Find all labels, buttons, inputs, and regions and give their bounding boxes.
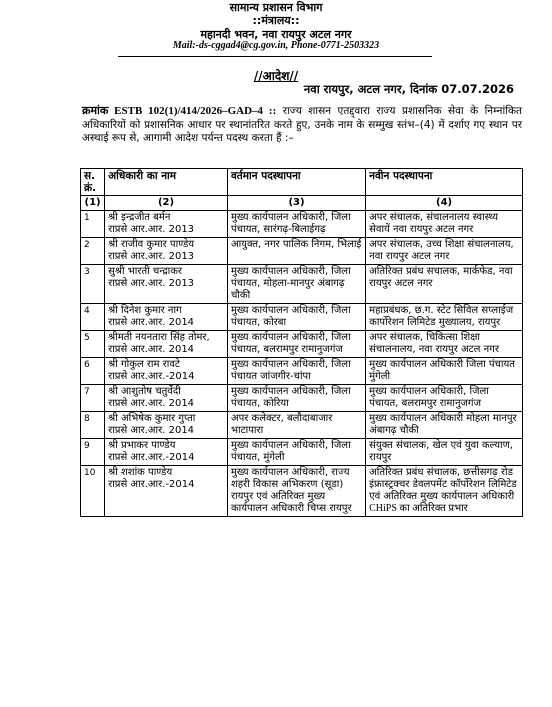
current-posting: अपर कलेक्टर, बलौदाबाजार भाटापारा bbox=[227, 412, 365, 439]
contact-line: Mail:-ds-cggad4@cg.gov.in, Phone-0771-2503323 bbox=[172, 40, 380, 51]
officer-cell bbox=[105, 358, 228, 385]
current-posting: मुख्य कार्यपालन अधिकारी, जिला पंचायत, मुंगेली bbox=[227, 439, 365, 466]
serial-number: 1 bbox=[81, 211, 105, 238]
new-posting bbox=[366, 304, 523, 331]
department-name: सामान्य प्रशासन विभाग bbox=[229, 1, 323, 14]
officer-cell bbox=[105, 466, 228, 517]
order-paragraph bbox=[82, 105, 522, 146]
current-posting: मुख्य कार्यपालन अधिकारी, जिला पंचायत, मोहला-मानपुर अंबागढ़ चौकी bbox=[227, 265, 365, 304]
ministry-label: ::मंत्रालय:: bbox=[252, 14, 300, 27]
officer-cell bbox=[105, 304, 228, 331]
officer-name: श्रीमती नयनतारा सिंह तोमर, bbox=[108, 332, 210, 343]
officer-name: श्री इन्द्रजीत बर्मन bbox=[108, 212, 171, 223]
new-posting-text: अपर संचालक, संचालनालय स्वास्थ्य सेवायें नवा रायपुर अटल नगर bbox=[369, 212, 499, 235]
serial-number: 2 bbox=[81, 238, 105, 265]
new-posting bbox=[366, 439, 523, 466]
table-header-row bbox=[81, 169, 523, 196]
officer-service: राप्रसे आर.आर. 2013 bbox=[108, 251, 195, 262]
officer-service: राप्रसे आर.आर.-2014 bbox=[108, 371, 195, 382]
new-posting-text: अपर संचालक, उच्च शिक्षा संचालनालय, नवा रायपुर अटल नगर bbox=[369, 239, 514, 262]
serial-number: 8 bbox=[81, 412, 105, 439]
new-posting-text: अपर संचालक, चिकित्सा शिक्षा संचालनालय, नवा रायपुर अटल नगर bbox=[369, 332, 499, 355]
officer-service: राप्रसे आर.आर.-2014 bbox=[108, 479, 195, 490]
table-row bbox=[81, 331, 523, 358]
place-date: नवा रायपुर, अटल नगर, दिनांक 07.07.2026 bbox=[303, 82, 514, 96]
officer-cell bbox=[105, 439, 228, 466]
officer-cell bbox=[105, 331, 228, 358]
table-row bbox=[81, 304, 523, 331]
new-posting-text: मुख्य कार्यपालन अधिकारी, जिला पंचायत, बलरामपुर रामानुजगंज bbox=[369, 386, 489, 409]
serial-number: 4 bbox=[81, 304, 105, 331]
table-row bbox=[81, 412, 523, 439]
table-row bbox=[81, 211, 523, 238]
serial-number: 9 bbox=[81, 439, 105, 466]
officer-service: राप्रसे आर.आर. 2013 bbox=[108, 224, 195, 235]
col-number: (4) bbox=[366, 196, 523, 211]
officer-service: राप्रसे आर.आर. 2014 bbox=[108, 425, 195, 436]
officer-name: सुश्री भारती चन्द्राकर bbox=[108, 266, 183, 277]
officer-name: श्री प्रभाकर पाण्डेय bbox=[108, 440, 176, 451]
serial-number: 6 bbox=[81, 358, 105, 385]
header-divider bbox=[118, 56, 432, 57]
new-posting bbox=[366, 412, 523, 439]
current-posting: मुख्य कार्यपालन अधिकारी, जिला पंचायत, कोरबा bbox=[227, 304, 365, 331]
table-row bbox=[81, 466, 523, 517]
current-posting: मुख्य कार्यपालन अधिकारी, जिला पंचायत, सारंगढ़-बिलाईगढ़ bbox=[227, 211, 365, 238]
officer-service: राप्रसे आर.आर. 2013 bbox=[108, 278, 195, 289]
new-posting-text: संयुक्त संचालक, खेल एवं युवा कल्याण, रायपुर bbox=[369, 440, 514, 463]
new-posting bbox=[366, 331, 523, 358]
table-row bbox=[81, 358, 523, 385]
current-posting: मुख्य कार्यपालन अधिकारी, जिला पंचायत, बलरामपुर रामानुजगंज bbox=[227, 331, 365, 358]
col-header-sn: स. क्रं. bbox=[81, 169, 105, 196]
new-posting bbox=[366, 265, 523, 304]
officer-name: श्री दिनेश कुमार नाग bbox=[108, 305, 182, 316]
new-posting-text: महाप्रबंधक, छ.ग. स्टेट सिविल सप्लाईज कार्पोरेशन लिमिटेड मुख्यालय, रायपुर bbox=[369, 305, 514, 328]
current-posting: मुख्य कार्यपालन अधिकारी, जिला पंचायत, कोरिया bbox=[227, 385, 365, 412]
officer-cell bbox=[105, 211, 228, 238]
officer-service: राप्रसे आर.आर. 2014 bbox=[108, 344, 195, 355]
col-number: (2) bbox=[105, 196, 228, 211]
table-row bbox=[81, 238, 523, 265]
new-posting bbox=[366, 358, 523, 385]
new-posting bbox=[366, 211, 523, 238]
table-row bbox=[81, 265, 523, 304]
col-number: (1) bbox=[81, 196, 105, 211]
current-posting: आयुक्त, नगर पालिक निगम, भिलाई bbox=[227, 238, 365, 265]
additional-charge: CHiPS का अतिरिक्त प्रभार bbox=[369, 503, 468, 514]
officer-cell bbox=[105, 412, 228, 439]
transfer-table bbox=[80, 168, 523, 517]
col-number: (3) bbox=[227, 196, 365, 211]
officer-cell bbox=[105, 265, 228, 304]
officer-service: राप्रसे आर.आर. 2014 bbox=[108, 398, 195, 409]
new-posting-text: अतिरिक्त प्रबंध सचालक, मार्कफेड, नवा रायपुर अटल नगर bbox=[369, 266, 513, 289]
column-number-row bbox=[81, 196, 523, 211]
new-posting bbox=[366, 466, 523, 517]
order-number: क्रमांक ESTB 102(1)/414/2026–GAD–4 :: bbox=[82, 105, 277, 117]
order-title-text: //आदेश// bbox=[253, 69, 299, 83]
officer-service: राप्रसे आर.आर. 2014 bbox=[108, 317, 195, 328]
order-body: राज्य शासन एतद्द्वारा राज्य प्रशासनिक सेवा के निम्नांकित अधिकारियों को प्रशासनिक आधार पर स्थानांतरित करते हुए, उनके नाम के सम्मुख स्तंभ–(4) में दर्शाए गए स्थान पर अस्थाई रूप से, आगामी आदेश पर्यन्त पदस्थ करता हैं :– bbox=[82, 105, 522, 144]
serial-number: 5 bbox=[81, 331, 105, 358]
col-header-name: अधिकारी का नाम bbox=[105, 169, 228, 196]
new-posting-text: अतिरिक्त प्रबंध संचालक, छत्तीसगढ़ रोड इंफ्रास्ट्रक्चर डेवलपमेंट कॉर्पोरेशन लिमिटेड एवं अतिरिक्त मुख्य कार्यपालन अधिकारी bbox=[369, 467, 517, 502]
officer-cell bbox=[105, 238, 228, 265]
new-posting bbox=[366, 385, 523, 412]
new-posting bbox=[366, 238, 523, 265]
table-row bbox=[81, 385, 523, 412]
col-header-current: वर्तमान पदस्थापना bbox=[227, 169, 365, 196]
col-header-new: नवीन पदस्थापना bbox=[366, 169, 523, 196]
serial-number: 3 bbox=[81, 265, 105, 304]
serial-number: 7 bbox=[81, 385, 105, 412]
table-body bbox=[81, 211, 523, 517]
officer-name: श्री अभिषेक कुमार गुप्ता bbox=[108, 413, 196, 424]
officer-name: श्री गोकुल राम रावटे bbox=[108, 359, 180, 370]
officer-name: श्री आशुतोष चतुर्वेदी bbox=[108, 386, 181, 397]
officer-name: श्री शशांक पाण्डेय bbox=[108, 467, 173, 478]
officer-cell bbox=[105, 385, 228, 412]
table-row bbox=[81, 439, 523, 466]
office-address: महानदी भवन, नवा रायपुर अटल नगर bbox=[200, 28, 352, 41]
current-posting: मुख्य कार्यपालन अधिकारी, जिला पंचायत जांजगीर-चांपा bbox=[227, 358, 365, 385]
new-posting-text: मुख्य कार्यपालन अधिकारी जिला पंचायत मुंगेली bbox=[369, 359, 515, 382]
officer-name: श्री राजीव कुमार पाण्डेय bbox=[108, 239, 195, 250]
new-posting-text: मुख्य कार्यपालन अधिकारी मोहला मानपुर अंबागढ़ चौकी bbox=[369, 413, 517, 436]
current-posting: मुख्य कार्यपालन अधिकारी, राज्य शहरी विकास अभिकरण (सूडा) रायपुर एवं अतिरिक्त मुख्य कार्यपालन अधिकारी चिप्स रायपुर bbox=[227, 466, 365, 517]
serial-number: 10 bbox=[81, 466, 105, 517]
officer-service: राप्रसे आर.आर.-2014 bbox=[108, 452, 195, 463]
